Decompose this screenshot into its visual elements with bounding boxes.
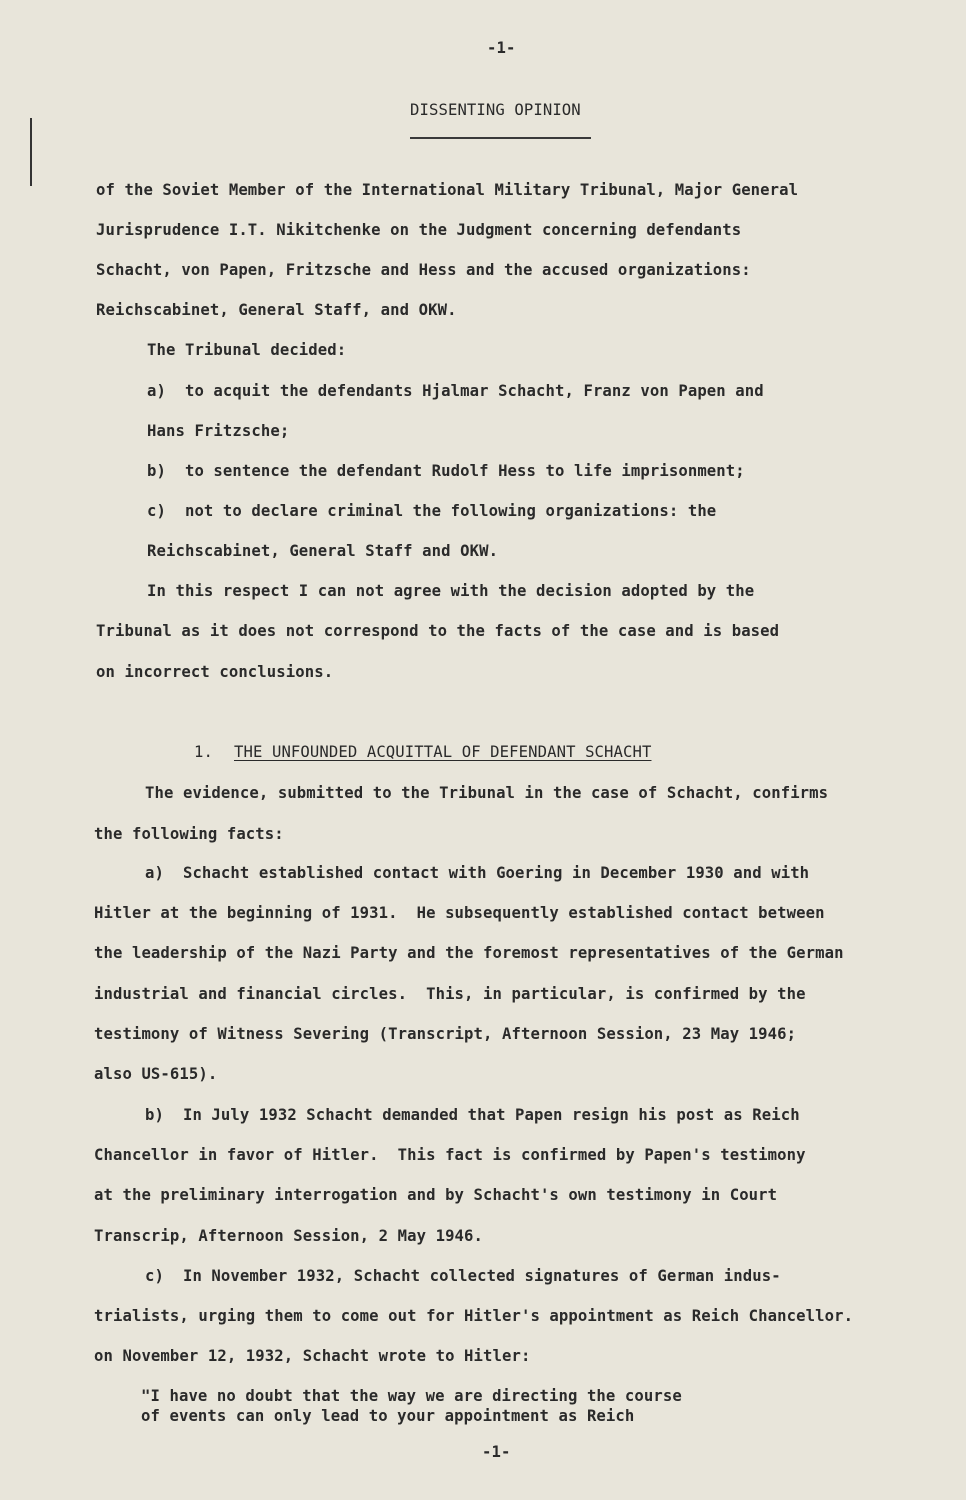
fact-a-line: industrial and financial circles. This, in particular, is confirmed by the (94, 985, 806, 1003)
page-number-bottom: -1- (482, 1443, 511, 1461)
decision-line: Reichscabinet, General Staff and OKW. (147, 542, 499, 560)
fact-b-line: Transcrip, Afternoon Session, 2 May 1946. (94, 1227, 484, 1245)
fact-b-line: Chancellor in favor of Hitler. This fact is confirmed by Papen's testimony (94, 1146, 806, 1164)
evidence-line: the following facts: (94, 825, 284, 843)
decision-line: b) to sentence the defendant Rudolf Hess to life imprisonment; (147, 462, 745, 480)
quote-line: of events can only lead to your appointment as Reich (141, 1407, 635, 1425)
intro-line: Jurisprudence I.T. Nikitchenke on the Judgment concerning defendants (96, 221, 742, 239)
decision-line: Hans Fritzsche; (147, 422, 290, 440)
fact-a-line: the leadership of the Nazi Party and the foremost representatives of the German (94, 944, 844, 962)
disagree-line: Tribunal as it does not correspond to the facts of the case and is based (96, 622, 780, 640)
quote-line: "I have no doubt that the way we are directing the course (141, 1387, 682, 1405)
margin-mark (30, 118, 32, 186)
fact-a-line: testimony of Witness Severing (Transcript, Afternoon Session, 23 May 1946; (94, 1025, 797, 1043)
intro-line: of the Soviet Member of the International Military Tribunal, Major General (96, 181, 799, 199)
title-underline (410, 137, 591, 139)
evidence-line: The evidence, submitted to the Tribunal in the case of Schacht, confirms (145, 784, 829, 802)
fact-a-line: a) Schacht established contact with Goering in December 1930 and with (145, 864, 810, 882)
fact-b-line: at the preliminary interrogation and by Schacht's own testimony in Court (94, 1186, 778, 1204)
decision-line: c) not to declare criminal the following organizations: the (147, 502, 717, 520)
document-title: DISSENTING OPINION (410, 101, 581, 119)
disagree-line: In this respect I can not agree with the decision adopted by the (147, 582, 755, 600)
fact-c-line: trialists, urging them to come out for Hitler's appointment as Reich Chancellor. (94, 1307, 854, 1325)
section-number: 1. (194, 743, 213, 761)
decided-line: The Tribunal decided: (147, 341, 347, 359)
fact-a-line: Hitler at the beginning of 1931. He subsequently established contact between (94, 904, 825, 922)
disagree-line: on incorrect conclusions. (96, 663, 334, 681)
fact-b-line: b) In July 1932 Schacht demanded that Papen resign his post as Reich (145, 1106, 800, 1124)
fact-a-line: also US-615). (94, 1065, 218, 1083)
intro-line: Schacht, von Papen, Fritzsche and Hess and the accused organizations: (96, 261, 751, 279)
fact-c-line: on November 12, 1932, Schacht wrote to Hitler: (94, 1347, 531, 1365)
decision-line: a) to acquit the defendants Hjalmar Schacht, Franz von Papen and (147, 382, 764, 400)
section-heading: THE UNFOUNDED ACQUITTAL OF DEFENDANT SCHACHT (234, 743, 652, 761)
intro-line: Reichscabinet, General Staff, and OKW. (96, 301, 457, 319)
fact-c-line: c) In November 1932, Schacht collected signatures of German indus- (145, 1267, 781, 1285)
page-number-top: -1- (487, 39, 516, 57)
